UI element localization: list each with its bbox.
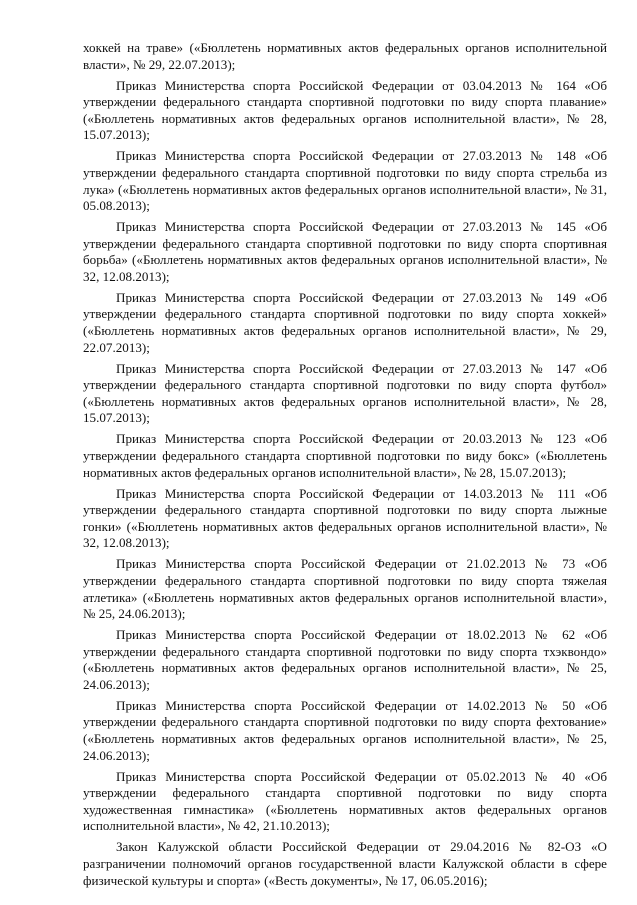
paragraph-order-40-rhythmic-gymnastics: Приказ Министерства спорта Российской Федерации от 05.02.2013 № 40 «Об утверждении федерального стандарта спортивной подготовки по виду спорта художественная гимнастика» («Бюллетень нормативных актов федеральных органов исполнительной власти», № 42, 21.10.2013);	[83, 768, 607, 834]
paragraph-order-145-wrestling: Приказ Министерства спорта Российской Федерации от 27.03.2013 № 145 «Об утверждении федерального стандарта спортивной подготовки по виду спорта спортивная борьба» («Бюллетень нормативных актов федеральных органов исполнительной власти», № 32, 12.08.2013);	[83, 219, 607, 284]
paragraph-order-111-ski-racing: Приказ Министерства спорта Российской Федерации от 14.03.2013 № 111 «Об утверждении федерального стандарта спортивной подготовки по виду спорта лыжные гонки» («Бюллетень нормативных актов федеральных органов исполнительной власти», № 32, 12.08.2013);	[83, 485, 607, 551]
paragraph-order-149-hockey: Приказ Министерства спорта Российской Федерации от 27.03.2013 № 149 «Об утверждении федерального стандарта спортивной подготовки по виду спорта хоккей» («Бюллетень нормативных актов федеральных органов исполнительной власти», № 29, 22.07.2013);	[83, 289, 607, 355]
paragraph-order-148-archery: Приказ Министерства спорта Российской Федерации от 27.03.2013 № 148 «Об утверждении федерального стандарта спортивной подготовки по виду спорта стрельба из лука» («Бюллетень нормативных актов федеральных органов исполнительной власти», № 31, 05.08.2013);	[83, 148, 607, 214]
paragraph-order-147-football: Приказ Министерства спорта Российской Федерации от 27.03.2013 № 147 «Об утверждении федерального стандарта спортивной подготовки по виду спорта футбол» («Бюллетень нормативных актов федеральных органов исполнительной власти», № 28, 15.07.2013);	[83, 360, 607, 426]
paragraph-order-73-weightlifting: Приказ Министерства спорта Российской Федерации от 21.02.2013 № 73 «Об утверждении федерального стандарта спортивной подготовки по виду спорта тяжелая атлетика» («Бюллетень нормативных актов федеральных органов исполнительной власти», № 25, 24.06.2013);	[83, 556, 607, 622]
paragraph-order-123-boxing: Приказ Министерства спорта Российской Федерации от 20.03.2013 № 123 «Об утверждении федерального стандарта спортивной подготовки по виду бокс» («Бюллетень нормативных актов федеральных органов исполнительной власти», № 28, 15.07.2013);	[83, 431, 607, 480]
paragraph-kaluga-law-82-oz: Закон Калужской области Российской Федерации от 29.04.2016 № 82-ОЗ «О разграничении полномочий органов государственной власти Калужской области в сфере физической культуры и спорта» («Весть документы», № 17, 06.05.2016);	[83, 839, 607, 888]
document-page	[83, 40, 607, 894]
paragraph-hockey-field-continuation: хоккей на траве» («Бюллетень нормативных актов федеральных органов исполнительной власти», № 29, 22.07.2013);	[83, 40, 607, 72]
paragraph-order-62-taekwondo: Приказ Министерства спорта Российской Федерации от 18.02.2013 № 62 «Об утверждении федерального стандарта спортивной подготовки по виду спорта тхэквондо» («Бюллетень нормативных актов федеральных органов исполнительной власти», № 25, 24.06.2013);	[83, 627, 607, 692]
paragraph-order-50-fencing: Приказ Министерства спорта Российской Федерации от 14.02.2013 № 50 «Об утверждении федерального стандарта спортивной подготовки по виду спорта фехтование» («Бюллетень нормативных актов федеральных органов исполнительной власти», № 25, 24.06.2013);	[83, 697, 607, 763]
paragraph-order-164-swimming: Приказ Министерства спорта Российской Федерации от 03.04.2013 № 164 «Об утверждении федерального стандарта спортивной подготовки по виду спорта плавание» («Бюллетень нормативных актов федеральных органов исполнительной власти», № 28, 15.07.2013);	[83, 77, 607, 143]
